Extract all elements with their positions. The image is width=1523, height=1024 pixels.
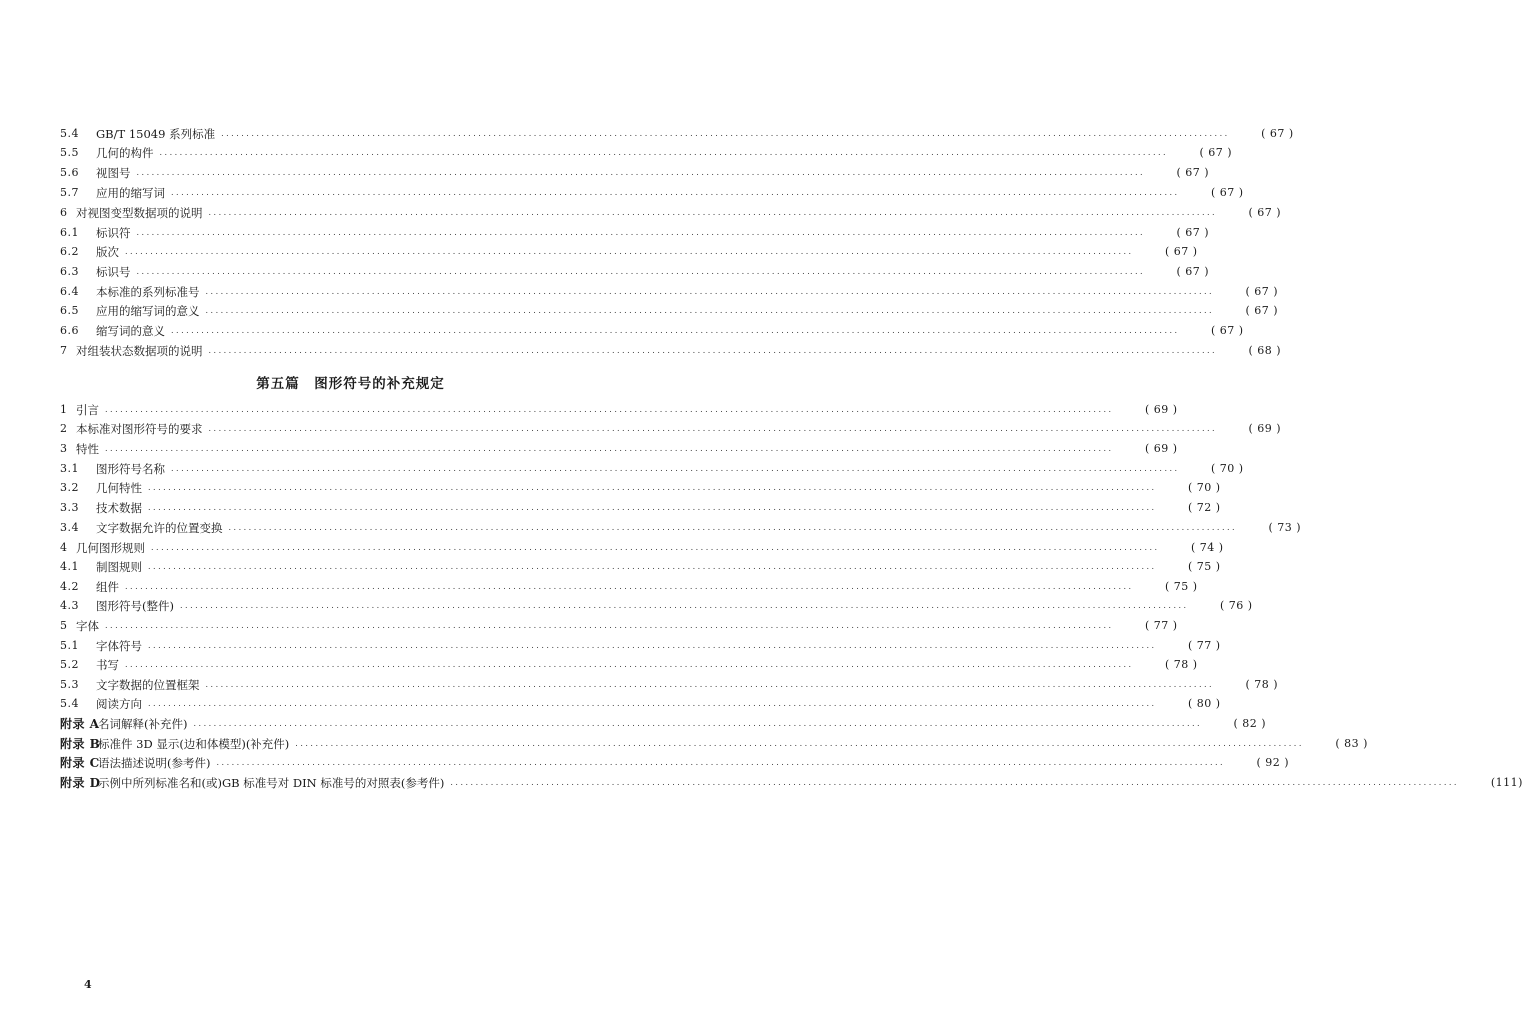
- toc-entry: [60, 439, 1178, 458]
- toc-entry: [60, 262, 1210, 281]
- entry-title: 图形符号名称: [96, 461, 165, 476]
- entry-title: 标识号: [96, 264, 131, 279]
- entry-number: 6.2: [60, 245, 79, 258]
- entry-title: 图形符号(整件): [96, 598, 174, 613]
- dot-leader: ........................................................................................................................................................................................................: [208, 424, 1218, 433]
- dot-leader: ........................................................................................................................................................................................................: [205, 306, 1215, 315]
- entry-number: 3.1: [60, 462, 79, 475]
- entry-page: ( 75 ): [1188, 560, 1221, 573]
- entry-title: 应用的缩写词的意义: [96, 303, 200, 318]
- entry-title: 视图号: [96, 165, 131, 180]
- toc-entry: [60, 675, 1279, 694]
- toc-entry: [60, 242, 1198, 261]
- entry-title: 几何特性: [96, 480, 142, 495]
- entry-title: 版次: [96, 244, 119, 259]
- dot-leader: ........................................................................................................................................................................................................: [148, 483, 1157, 492]
- dot-leader: ........................................................................................................................................................................................................: [125, 660, 1134, 669]
- entry-page: ( 67 ): [1176, 226, 1210, 239]
- entry-page: ( 73 ): [1268, 521, 1302, 534]
- entry-page: ( 67 ): [1176, 265, 1210, 278]
- toc-entry: [60, 577, 1198, 596]
- entry-page: ( 67 ): [1199, 146, 1233, 159]
- entry-title: 技术数据: [96, 500, 142, 515]
- entry-number: 6.6: [60, 324, 79, 337]
- entry-title: 对视图变型数据项的说明: [76, 205, 203, 220]
- toc-entry: [60, 301, 1279, 320]
- toc-entry: [60, 341, 1282, 360]
- entry-number: 5.4: [60, 697, 79, 710]
- entry-number: 6.5: [60, 304, 79, 317]
- entry-number: 5.1: [60, 639, 79, 652]
- dot-leader: ........................................................................................................................................................................................................: [179, 601, 1189, 610]
- entry-title: 字体符号: [96, 638, 142, 653]
- toc-entry: [60, 655, 1198, 674]
- appendix-label: 附录 C: [60, 756, 100, 770]
- entry-page: ( 67 ): [1165, 245, 1198, 258]
- entry-number: 5.2: [60, 658, 79, 671]
- entry-title: 几何图形规则: [76, 540, 145, 555]
- entry-page: ( 67 ): [1245, 285, 1279, 298]
- dot-leader: ........................................................................................................................................................................................................: [171, 326, 1180, 335]
- entry-page: ( 76 ): [1220, 599, 1253, 612]
- dot-leader: ........................................................................................................................................................................................................: [136, 267, 1146, 276]
- toc-entry: [60, 478, 1221, 497]
- entry-page: ( 83 ): [1335, 737, 1368, 750]
- dot-leader: ........................................................................................................................................................................................................: [105, 405, 1114, 414]
- entry-title: 字体: [76, 618, 99, 633]
- entry-title: 阅读方向: [96, 696, 142, 711]
- entry-title: 名词解释(补充件): [98, 716, 188, 731]
- dot-leader: ........................................................................................................................................................................................................: [151, 543, 1160, 552]
- dot-leader: ........................................................................................................................................................................................................: [171, 188, 1180, 197]
- entry-number: 3: [60, 442, 68, 455]
- entry-title: 应用的缩写词: [96, 185, 165, 200]
- toc-entry: [60, 538, 1224, 557]
- entry-page: ( 67 ): [1211, 186, 1244, 199]
- entry-title: 书写: [96, 657, 119, 672]
- entry-number: 5: [60, 619, 68, 632]
- entry-number: 7: [60, 344, 68, 357]
- entry-number: 2: [60, 422, 68, 435]
- entry-number: 3.4: [60, 521, 79, 534]
- entry-title: 缩写词的意义: [96, 323, 165, 338]
- entry-page: ( 72 ): [1188, 501, 1221, 514]
- dot-leader: ........................................................................................................................................................................................................: [205, 680, 1215, 689]
- appendix-label: 附录 B: [60, 737, 101, 751]
- entry-page: ( 69 ): [1248, 422, 1282, 435]
- entry-number: 6.3: [60, 265, 79, 278]
- dot-leader: ........................................................................................................................................................................................................: [148, 503, 1157, 512]
- entry-page: ( 68 ): [1248, 344, 1282, 357]
- toc-entry: [60, 400, 1178, 419]
- entry-number: 5.6: [60, 166, 79, 179]
- dot-leader: ........................................................................................................................................................................................................: [105, 444, 1114, 453]
- dot-leader: ........................................................................................................................................................................................................: [136, 228, 1146, 237]
- entry-number: 4.1: [60, 560, 79, 573]
- entry-page: ( 67 ): [1176, 166, 1210, 179]
- entry-number: 3.3: [60, 501, 79, 514]
- entry-page: ( 69 ): [1145, 403, 1178, 416]
- dot-leader: ........................................................................................................................................................................................................: [159, 148, 1169, 157]
- toc-entry: [60, 498, 1221, 517]
- entry-title: 几何的构件: [96, 145, 154, 160]
- entry-number: 4: [60, 541, 68, 554]
- entry-title: 组件: [96, 579, 119, 594]
- entry-page: ( 70 ): [1211, 462, 1244, 475]
- entry-page: ( 67 ): [1211, 324, 1244, 337]
- toc-entry: [60, 203, 1282, 222]
- toc-entry: [60, 616, 1178, 635]
- dot-leader: ........................................................................................................................................................................................................: [228, 523, 1238, 532]
- toc-appendix-entry: [60, 773, 1523, 792]
- entry-page: ( 74 ): [1191, 541, 1224, 554]
- entry-number: 6.1: [60, 226, 79, 239]
- entry-page: ( 67 ): [1261, 127, 1294, 140]
- entry-title: 制图规则: [96, 559, 142, 574]
- entry-page: ( 75 ): [1165, 580, 1198, 593]
- entry-page: ( 82 ): [1233, 717, 1267, 730]
- toc-appendix-entry: [60, 753, 1290, 772]
- page-number: 4: [84, 978, 92, 991]
- entry-title: 示例中所列标准名和(或)GB 标准号对 DIN 标准号的对照表(参考件): [98, 775, 445, 790]
- toc-entry: [60, 282, 1279, 301]
- entry-number: 5.7: [60, 186, 79, 199]
- toc-entry: [60, 596, 1253, 615]
- appendix-label: 附录 A: [60, 717, 100, 731]
- entry-number: 5.4: [60, 127, 79, 140]
- dot-leader: ........................................................................................................................................................................................................: [221, 129, 1230, 138]
- toc-entry: [60, 459, 1244, 478]
- appendix-label: 附录 D: [60, 776, 101, 790]
- section-heading: 第五篇 图形符号的补充规定: [256, 376, 445, 392]
- dot-leader: ........................................................................................................................................................................................................: [450, 778, 1459, 787]
- dot-leader: ........................................................................................................................................................................................................: [148, 699, 1157, 708]
- toc-appendix-entry: [60, 734, 1368, 753]
- dot-leader: ........................................................................................................................................................................................................: [193, 719, 1203, 728]
- entry-number: 4.2: [60, 580, 79, 593]
- entry-number: 3.2: [60, 481, 79, 494]
- dot-leader: ........................................................................................................................................................................................................: [171, 464, 1180, 473]
- entry-page: ( 67 ): [1245, 304, 1279, 317]
- entry-page: ( 92 ): [1256, 756, 1290, 769]
- toc-entry: [60, 163, 1210, 182]
- toc-entry: [60, 124, 1294, 143]
- toc-entry: [60, 636, 1221, 655]
- entry-title: 文字数据允许的位置变换: [96, 520, 223, 535]
- entry-title: 标准件 3D 显示(边和体模型)(补充件): [98, 736, 290, 751]
- entry-page: ( 77 ): [1145, 619, 1178, 632]
- entry-number: 5.3: [60, 678, 79, 691]
- entry-title: 引言: [76, 402, 99, 417]
- dot-leader: ........................................................................................................................................................................................................: [295, 739, 1304, 748]
- toc-entry: [60, 321, 1244, 340]
- entry-title: 特性: [76, 441, 99, 456]
- entry-title: 本标准对图形符号的要求: [76, 421, 203, 436]
- dot-leader: ........................................................................................................................................................................................................: [148, 562, 1157, 571]
- entry-title: GB/T 15049 系列标准: [96, 126, 216, 141]
- entry-title: 标识符: [96, 225, 131, 240]
- entry-title: 语法描述说明(参考件): [98, 755, 211, 770]
- toc-entry: [60, 557, 1221, 576]
- entry-page: (111): [1490, 776, 1523, 789]
- entry-page: ( 70 ): [1188, 481, 1221, 494]
- entry-number: 6: [60, 206, 68, 219]
- entry-page: ( 78 ): [1245, 678, 1279, 691]
- entry-page: ( 78 ): [1165, 658, 1198, 671]
- entry-title: 文字数据的位置框架: [96, 677, 200, 692]
- dot-leader: ........................................................................................................................................................................................................: [105, 621, 1114, 630]
- entry-number: 4.3: [60, 599, 79, 612]
- entry-page: ( 67 ): [1248, 206, 1282, 219]
- entry-title: 对组装状态数据项的说明: [76, 343, 203, 358]
- toc-entry: [60, 419, 1282, 438]
- dot-leader: ........................................................................................................................................................................................................: [148, 641, 1157, 650]
- dot-leader: ........................................................................................................................................................................................................: [205, 287, 1215, 296]
- toc-entry: [60, 143, 1233, 162]
- entry-page: ( 80 ): [1188, 697, 1221, 710]
- entry-page: ( 69 ): [1145, 442, 1178, 455]
- dot-leader: ........................................................................................................................................................................................................: [125, 247, 1134, 256]
- toc-entry: [60, 223, 1210, 242]
- entry-page: ( 77 ): [1188, 639, 1221, 652]
- dot-leader: ........................................................................................................................................................................................................: [136, 168, 1146, 177]
- toc-entry: [60, 183, 1244, 202]
- entry-number: 6.4: [60, 285, 79, 298]
- dot-leader: ........................................................................................................................................................................................................: [208, 346, 1218, 355]
- dot-leader: ........................................................................................................................................................................................................: [208, 208, 1218, 217]
- toc-entry: [60, 518, 1302, 537]
- entry-number: 5.5: [60, 146, 79, 159]
- entry-title: 本标准的系列标准号: [96, 284, 200, 299]
- dot-leader: ........................................................................................................................................................................................................: [125, 582, 1134, 591]
- toc-appendix-entry: [60, 714, 1267, 733]
- entry-number: 1: [60, 403, 68, 416]
- toc-entry: [60, 694, 1221, 713]
- dot-leader: ........................................................................................................................................................................................................: [216, 758, 1226, 767]
